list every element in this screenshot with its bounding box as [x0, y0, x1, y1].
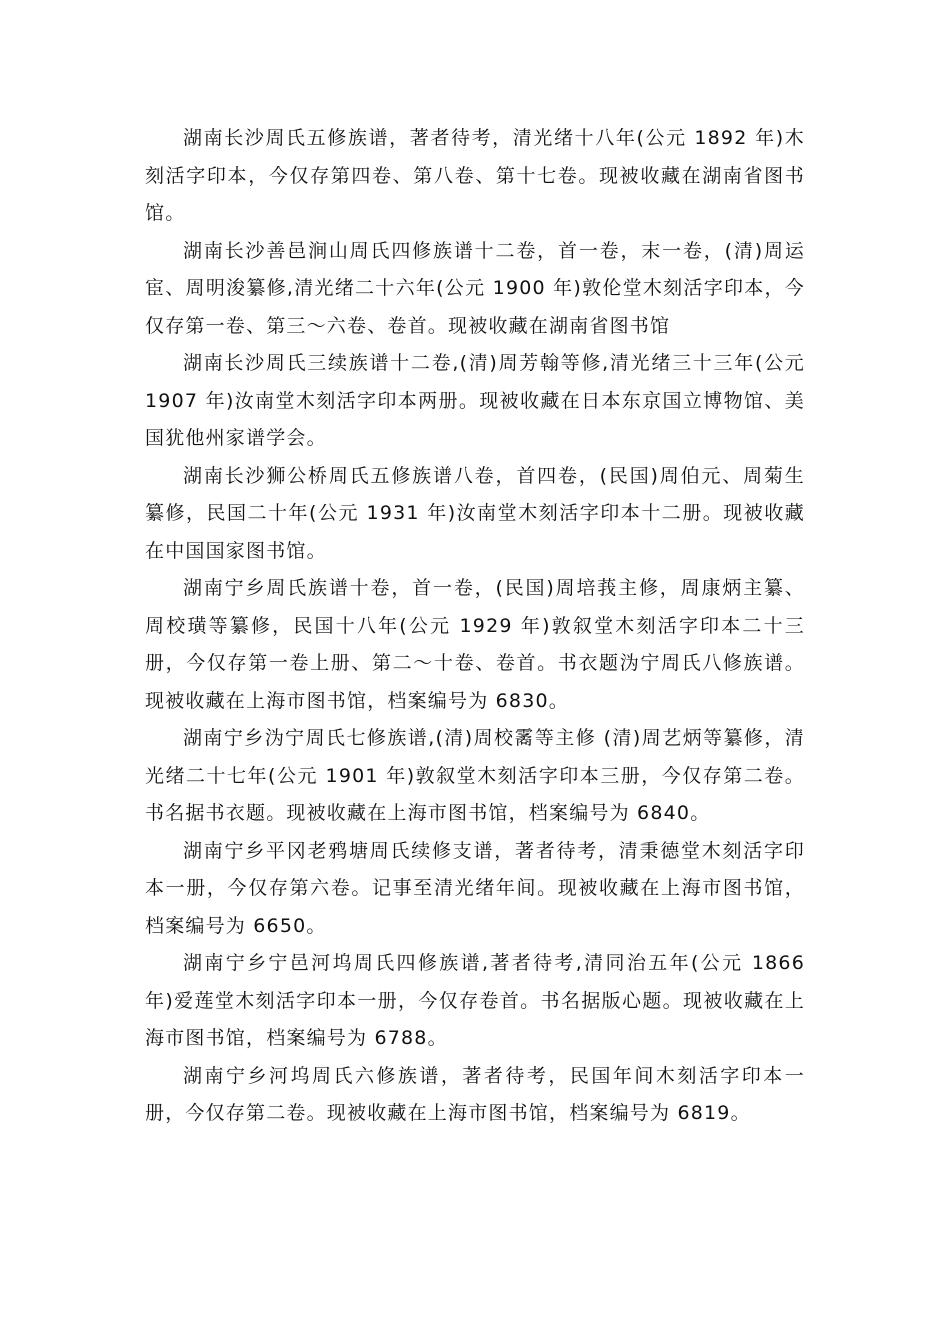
document-body	[145, 120, 805, 1133]
paragraph-1: 湖南长沙周氏五修族谱，著者待考，清光绪十八年(公元 1892 年)木刻活字印本，今仅存第四卷、第八卷、第十七卷。现被收藏在湖南省图书馆。	[145, 127, 805, 224]
paragraph-5: 湖南宁乡周氏族谱十卷，首一卷，(民国)周培莪主修，周康炳主纂、周校璜等纂修，民国十八年(公元 1929 年)敦叙堂木刻活字印本二十三册，今仅存第一卷上册、第二～十卷、卷首。书衣题沩宁周氏八修族谱。现被收藏在上海市图书馆，档案编号为 6830。	[145, 577, 805, 712]
paragraph-2: 湖南长沙善邑涧山周氏四修族谱十二卷，首一卷，末一卷，(清)周运宦、周明浚纂修,清光绪二十六年(公元 1900 年)敦伦堂木刻活字印本，今仅存第一卷、第三～六卷、卷首。现被收藏在湖南省图书馆	[145, 239, 805, 337]
paragraph-7: 湖南宁乡平冈老鸦塘周氏续修支谱，著者待考，清秉德堂木刻活字印本一册，今仅存第六卷。记事至清光绪年间。现被收藏在上海市图书馆，档案编号为 6650。	[145, 839, 805, 937]
paragraph-9: 湖南宁乡河坞周氏六修族谱，著者待考，民国年间木刻活字印本一册，今仅存第二卷。现被收藏在上海市图书馆，档案编号为 6819。	[145, 1064, 805, 1124]
paragraph-3: 湖南长沙周氏三续族谱十二卷,(清)周芳翰等修,清光绪三十三年(公元 1907 年)汝南堂木刻活字印本两册。现被收藏在日本东京国立博物馆、美国犹他州家谱学会。	[145, 352, 805, 449]
paragraph-6: 湖南宁乡沩宁周氏七修族谱,(清)周校霱等主修 (清)周艺炳等纂修，清光绪二十七年(公元 1901 年)敦叙堂木刻活字印本三册，今仅存第二卷。书名据书衣题。现被收藏在上海市图书馆，档案编号为 6840。	[145, 727, 805, 824]
paragraph-8: 湖南宁乡宁邑河坞周氏四修族谱,著者待考,清同治五年(公元 1866 年)爱莲堂木刻活字印本一册，今仅存卷首。书名据版心题。现被收藏在上海市图书馆，档案编号为 6788。	[145, 952, 805, 1049]
paragraph-4: 湖南长沙狮公桥周氏五修族谱八卷，首四卷，(民国)周伯元、周菊生纂修，民国二十年(公元 1931 年)汝南堂木刻活字印本十二册。现被收藏在中国国家图书馆。	[145, 464, 805, 562]
